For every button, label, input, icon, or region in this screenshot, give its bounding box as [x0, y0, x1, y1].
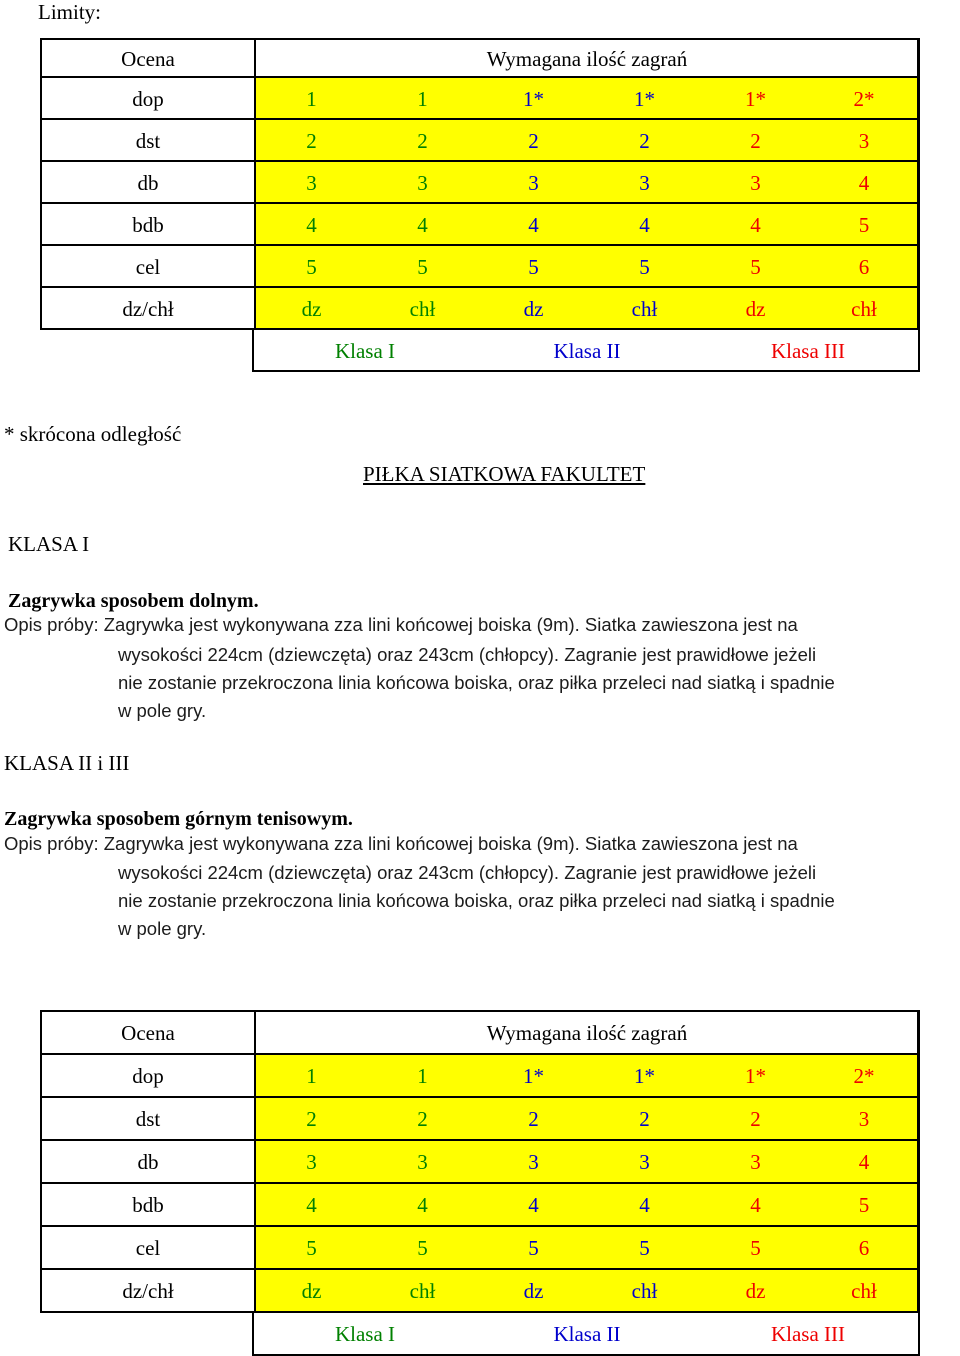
value-cell: 1* — [700, 1055, 812, 1096]
table-row — [40, 1227, 920, 1270]
value-cell: 4 — [478, 1184, 590, 1225]
header-required: Wymagana ilość zagrań — [486, 1021, 688, 1045]
value-cell: 2 — [478, 1098, 590, 1139]
value-cell: 1* — [589, 1055, 701, 1096]
value-cell: dz — [256, 1270, 368, 1311]
value-cell: 1 — [367, 1055, 479, 1096]
value-cell: 3 — [811, 1098, 917, 1139]
value-cell: chł — [811, 288, 917, 328]
description-line: Opis próby: Zagrywka jest wykonywana zza lini końcowej boiska (9m). Siatka zawieszona jest na — [4, 833, 798, 854]
table-row — [40, 1184, 920, 1227]
klasa-i-heading: KLASA I — [8, 532, 90, 556]
row-label: db — [42, 1141, 256, 1182]
table-row — [40, 1055, 920, 1098]
value-cell: dz — [478, 288, 590, 328]
value-cell: 1* — [478, 1055, 590, 1096]
value-cell: 2* — [811, 78, 917, 118]
value-cell: 4 — [478, 204, 590, 244]
value-cell: 5 — [811, 1184, 917, 1225]
klasa-ii-iii-subheading: Zagrywka sposobem górnym tenisowym. — [4, 808, 353, 830]
row-label: cel — [42, 1227, 256, 1268]
footnote: * skrócona odległość — [4, 422, 182, 446]
value-cell: 4 — [256, 204, 368, 244]
value-cell: 1 — [256, 1055, 368, 1096]
table-header-row — [40, 1010, 920, 1055]
value-cell: 1* — [478, 78, 590, 118]
value-cell: 3 — [700, 162, 812, 202]
class-label-row — [252, 1313, 920, 1356]
value-cell: 2 — [256, 120, 368, 160]
class-label: Klasa III — [698, 1313, 918, 1354]
value-cell: chł — [811, 1270, 917, 1311]
value-cell: 5 — [811, 204, 917, 244]
value-cell: 4 — [700, 1184, 812, 1225]
table-row — [40, 204, 920, 246]
section-title: PIŁKA SIATKOWA FAKULTET — [363, 462, 646, 486]
row-label: dst — [42, 120, 256, 160]
value-cell: chł — [367, 1270, 479, 1311]
table-row — [40, 120, 920, 162]
table-row — [40, 1270, 920, 1313]
value-cell: 4 — [256, 1184, 368, 1225]
value-cell: 4 — [589, 1184, 701, 1225]
value-cell: 4 — [367, 204, 479, 244]
table-row — [40, 1141, 920, 1184]
row-label: dz/chł — [42, 1270, 256, 1311]
value-cell: 4 — [811, 162, 917, 202]
value-cell: 3 — [478, 162, 590, 202]
value-cell: chł — [367, 288, 479, 328]
value-cell: dz — [478, 1270, 590, 1311]
value-cell: 3 — [256, 1141, 368, 1182]
value-cell: 2 — [589, 120, 701, 160]
value-cell: 2 — [700, 120, 812, 160]
value-cell: 3 — [367, 1141, 479, 1182]
value-cell: 1 — [367, 78, 479, 118]
class-label: Klasa II — [476, 330, 698, 370]
value-cell: 3 — [589, 162, 701, 202]
class-label: Klasa I — [254, 330, 476, 370]
description-line: Opis próby: Zagrywka jest wykonywana zza lini końcowej boiska (9m). Siatka zawieszona jest na — [4, 614, 798, 635]
table-row — [40, 162, 920, 204]
limits-table-1 — [40, 38, 920, 376]
limits-table-2 — [40, 1010, 920, 1356]
class-label-row — [252, 330, 920, 372]
value-cell: 6 — [811, 246, 917, 286]
table-row — [40, 78, 920, 120]
klasa-ii-iii-heading: KLASA II i III — [4, 751, 130, 775]
value-cell: 2 — [589, 1098, 701, 1139]
value-cell: 5 — [700, 1227, 812, 1268]
value-cell: 5 — [478, 1227, 590, 1268]
value-cell: 3 — [367, 162, 479, 202]
value-cell: chł — [589, 1270, 701, 1311]
limits-heading: Limity: — [38, 0, 101, 24]
value-cell: 4 — [811, 1141, 917, 1182]
class-label: Klasa II — [476, 1313, 698, 1354]
row-label: bdb — [42, 204, 256, 244]
row-label: dz/chł — [42, 288, 256, 328]
value-cell: dz — [256, 288, 368, 328]
value-cell: 2* — [811, 1055, 917, 1096]
header-ocena: Ocena — [42, 40, 256, 76]
value-cell: 3 — [700, 1141, 812, 1182]
description-line: nie zostanie przekroczona linia końcowa boiska, oraz piłka przeleci nad siatką i spadnie — [118, 890, 835, 911]
description-line: wysokości 224cm (dziewczęta) oraz 243cm (chłopcy). Zagranie jest prawidłowe jeżeli — [118, 862, 817, 883]
value-cell: 5 — [700, 246, 812, 286]
value-cell: 5 — [367, 1227, 479, 1268]
value-cell: 2 — [700, 1098, 812, 1139]
value-cell: 2 — [256, 1098, 368, 1139]
value-cell: dz — [700, 288, 812, 328]
value-cell: 4 — [589, 204, 701, 244]
row-label: db — [42, 162, 256, 202]
value-cell: 4 — [367, 1184, 479, 1225]
header-ocena: Ocena — [42, 1012, 256, 1053]
value-cell: 1 — [256, 78, 368, 118]
value-cell: 5 — [256, 1227, 368, 1268]
row-label: bdb — [42, 1184, 256, 1225]
value-cell: chł — [589, 288, 701, 328]
table-header-row — [40, 38, 920, 78]
value-cell: 3 — [478, 1141, 590, 1182]
value-cell: 2 — [478, 120, 590, 160]
description-line: w pole gry. — [118, 700, 207, 721]
description-line: w pole gry. — [118, 918, 207, 939]
value-cell: 3 — [589, 1141, 701, 1182]
value-cell: 5 — [589, 246, 701, 286]
value-cell: 4 — [700, 204, 812, 244]
description-line: nie zostanie przekroczona linia końcowa boiska, oraz piłka przeleci nad siatką i spadnie — [118, 672, 835, 693]
header-required: Wymagana ilość zagrań — [486, 47, 688, 71]
table-row — [40, 246, 920, 288]
class-label: Klasa I — [254, 1313, 476, 1354]
value-cell: dz — [700, 1270, 812, 1311]
row-label: cel — [42, 246, 256, 286]
row-label: dop — [42, 1055, 256, 1096]
value-cell: 2 — [367, 120, 479, 160]
value-cell: 6 — [811, 1227, 917, 1268]
klasa-i-subheading: Zagrywka sposobem dolnym. — [8, 590, 259, 612]
description-line: wysokości 224cm (dziewczęta) oraz 243cm (chłopcy). Zagranie jest prawidłowe jeżeli — [118, 644, 817, 665]
row-label: dop — [42, 78, 256, 118]
value-cell: 3 — [256, 162, 368, 202]
class-label: Klasa III — [698, 330, 918, 370]
value-cell: 5 — [256, 246, 368, 286]
row-label: dst — [42, 1098, 256, 1139]
value-cell: 2 — [367, 1098, 479, 1139]
value-cell: 1* — [589, 78, 701, 118]
table-row — [40, 1098, 920, 1141]
value-cell: 1* — [700, 78, 812, 118]
value-cell: 3 — [811, 120, 917, 160]
value-cell: 5 — [478, 246, 590, 286]
value-cell: 5 — [589, 1227, 701, 1268]
table-row — [40, 288, 920, 330]
value-cell: 5 — [367, 246, 479, 286]
